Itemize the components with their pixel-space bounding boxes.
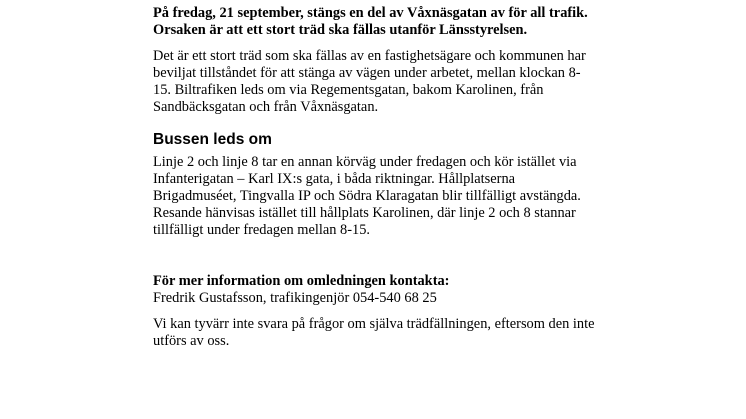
bus-line: Infanterigatan – Karl IX:s gata, i båda riktningar. Hållplatserna <box>153 171 516 187</box>
bus-paragraph <box>153 154 633 239</box>
contact-title: För mer information om omledningen kontakta: <box>153 273 450 289</box>
closing-line: utförs av oss. <box>153 333 230 349</box>
intro-paragraph <box>153 48 633 116</box>
bus-section-heading: Bussen leds om <box>153 131 272 148</box>
intro-line: beviljat tillståndet för att stänga av vägen under arbetet, mellan klockan 8- <box>153 65 581 81</box>
bus-line: Resande hänvisas istället till hållplats Karolinen, där linje 2 och 8 stannar <box>153 205 576 221</box>
bus-line: tillfälligt under fredagen mellan 8-15. <box>153 222 370 238</box>
bus-line: Linje 2 och linje 8 tar en annan körväg under fredagen och kör istället via <box>153 154 577 170</box>
lead-line: Orsaken är att ett stort träd ska fällas utanför Länsstyrelsen. <box>153 22 528 38</box>
intro-line: Sandbäcksgatan och från Våxnäsgatan. <box>153 99 379 115</box>
intro-line: Det är ett stort träd som ska fällas av en fastighetsägare och kommunen har <box>153 48 586 64</box>
contact-person: Fredrik Gustafsson, trafikingenjör 054-540 68 25 <box>153 290 437 306</box>
intro-line: 15. Biltrafiken leds om via Regementsgatan, bakom Karolinen, från <box>153 82 544 98</box>
lead-line: På fredag, 21 september, stängs en del av Våxnäsgatan av för all trafik. <box>153 5 588 21</box>
bus-line: Brigadmuséet, Tingvalla IP och Södra Klaragatan blir tillfälligt avstängda. <box>153 188 581 204</box>
closing-line: Vi kan tyvärr inte svara på frågor om själva trädfällningen, eftersom den inte <box>153 316 595 332</box>
lead-paragraph <box>153 5 633 39</box>
closing-paragraph <box>153 316 633 350</box>
press-release-document <box>153 0 633 350</box>
